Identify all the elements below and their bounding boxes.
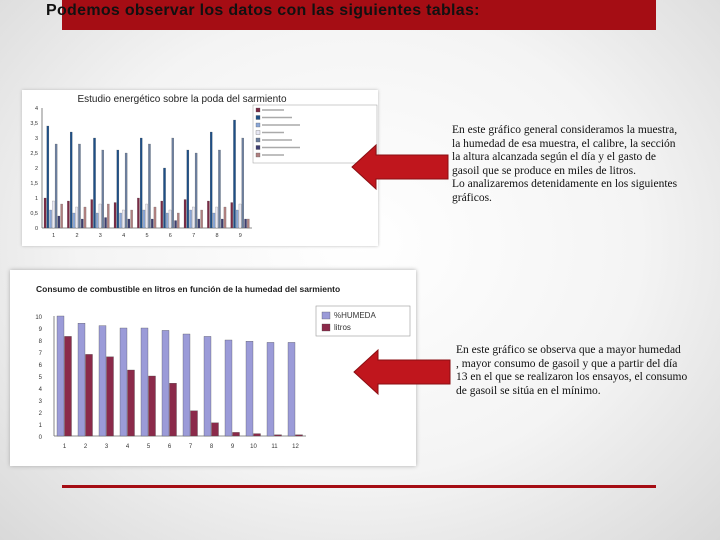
x-tick-label: 4	[122, 233, 126, 239]
description-line: gasoil que se produce en miles de litros.	[452, 164, 636, 177]
bar	[174, 221, 176, 229]
bar	[210, 132, 212, 228]
bar	[169, 210, 171, 228]
x-tick-label: 1	[52, 233, 56, 239]
bar	[190, 210, 192, 228]
legend-swatch	[322, 312, 330, 319]
bar	[120, 213, 122, 228]
chart2-description	[456, 344, 708, 398]
legend-swatch	[256, 108, 260, 112]
bar	[170, 383, 177, 436]
bar	[288, 342, 295, 436]
bar	[78, 144, 80, 228]
bar	[221, 219, 223, 228]
chart-title: Consumo de combustible en litros en función de la humedad del sarmiento	[36, 284, 341, 294]
y-tick-label: 10	[35, 315, 42, 321]
y-tick-label: 4	[38, 387, 42, 393]
y-tick-label: 0,5	[30, 211, 38, 217]
legend-swatch	[256, 131, 260, 135]
y-tick-label: 0	[34, 226, 38, 232]
legend-label: litros	[334, 323, 351, 332]
x-tick-label: 3	[104, 444, 109, 450]
y-tick-label: 1	[38, 423, 42, 429]
bar	[191, 411, 198, 436]
x-tick-label: 5	[145, 233, 149, 239]
bar	[120, 328, 127, 436]
y-tick-label: 3,5	[30, 121, 38, 127]
description-line: En este gráfico general consideramos la muestra,	[452, 124, 678, 136]
bar	[61, 204, 63, 228]
bar	[57, 316, 64, 436]
bar	[247, 219, 249, 228]
legend-label: %HUMEDA	[334, 311, 376, 320]
x-tick-label: 8	[215, 233, 219, 239]
bar	[50, 210, 52, 228]
y-tick-label: 7	[38, 351, 42, 357]
description-line: 13 en el que se realizaron los ensayos, el consumo	[456, 371, 688, 383]
bar	[225, 340, 232, 436]
legend-swatch	[256, 116, 260, 120]
bar	[117, 150, 119, 228]
description-line: En este gráfico se observa que a mayor humedad	[456, 344, 681, 356]
bar	[212, 423, 219, 436]
y-tick-label: 2	[34, 166, 38, 172]
bar	[254, 434, 261, 436]
x-tick-label: 3	[98, 233, 102, 239]
bar	[131, 210, 133, 228]
slide-title: Podemos observar los datos con las siguientes tablas:	[46, 2, 480, 19]
bar	[99, 326, 106, 436]
bar	[233, 120, 235, 228]
bar	[151, 219, 153, 228]
bar	[44, 198, 46, 228]
bar	[204, 336, 211, 436]
description-line: de gasoil se sitúa en el mínimo.	[456, 384, 601, 397]
bar	[67, 201, 69, 228]
x-tick-label: 8	[209, 444, 214, 450]
y-tick-label: 9	[38, 327, 42, 333]
y-tick-label: 1	[34, 196, 38, 202]
bar	[141, 328, 148, 436]
bar	[93, 138, 95, 228]
bar	[239, 204, 241, 228]
bar	[140, 138, 142, 228]
left-arrow-icon	[352, 348, 452, 396]
bar	[107, 357, 114, 436]
bar	[96, 213, 98, 228]
energy-study-chart	[22, 90, 378, 246]
x-tick-label: 6	[168, 233, 172, 239]
x-tick-label: 9	[230, 444, 235, 450]
bar	[184, 200, 186, 229]
bar	[201, 210, 203, 228]
bar	[99, 204, 101, 228]
bar	[65, 336, 72, 436]
description-line: Lo analizaremos detenidamente en los siguientes	[452, 178, 678, 190]
bar	[244, 219, 246, 228]
bar	[81, 219, 83, 228]
x-tick-label: 2	[75, 233, 79, 239]
bar	[76, 207, 78, 228]
y-tick-label: 0	[38, 435, 42, 441]
bar	[177, 213, 179, 228]
x-tick-label: 7	[192, 233, 196, 239]
chart-title: Estudio energético sobre la poda del sarmiento	[77, 94, 287, 105]
bar	[91, 200, 93, 229]
bar	[236, 210, 238, 228]
x-tick-label: 6	[167, 444, 172, 450]
bar	[233, 432, 240, 436]
bar	[104, 218, 106, 229]
bar	[55, 144, 57, 228]
bar	[146, 204, 148, 228]
legend-swatch	[322, 324, 330, 331]
bar	[73, 213, 75, 228]
x-tick-label: 2	[83, 444, 88, 450]
x-tick-label: 10	[250, 444, 257, 450]
y-tick-label: 3	[38, 399, 42, 405]
x-tick-label: 9	[238, 233, 242, 239]
x-tick-label: 5	[146, 444, 151, 450]
y-tick-label: 5	[38, 375, 42, 381]
bar	[102, 150, 104, 228]
description-line: , mayor consumo de gasoil y que a partir del día	[456, 357, 678, 370]
bar	[154, 207, 156, 228]
bar	[143, 210, 145, 228]
x-tick-label: 1	[62, 444, 67, 450]
bar	[70, 132, 72, 228]
energy-study-chart-svg	[22, 90, 378, 246]
y-tick-label: 3	[34, 136, 38, 142]
bar	[128, 219, 130, 228]
bar	[161, 201, 163, 228]
bar	[216, 207, 218, 228]
left-arrow-icon	[350, 143, 450, 191]
description-line: la humedad de esa muestra, el calibre, la sección	[452, 137, 676, 150]
bar	[148, 144, 150, 228]
description-line: la altura alcanzada según el día y el gasto de	[452, 151, 657, 163]
bar	[275, 435, 282, 436]
x-tick-label: 4	[125, 444, 130, 450]
bar	[187, 150, 189, 228]
bar	[78, 323, 85, 436]
bar	[86, 354, 93, 436]
bar	[84, 207, 86, 228]
bar	[58, 216, 60, 228]
bar	[125, 153, 127, 228]
bar	[163, 168, 165, 228]
bar	[47, 126, 49, 228]
bar	[162, 330, 169, 436]
bar	[267, 342, 274, 436]
legend-swatch	[256, 153, 260, 157]
legend-swatch	[256, 138, 260, 142]
bar	[242, 138, 244, 228]
bottom-divider	[62, 485, 656, 488]
bar	[137, 198, 139, 228]
x-tick-label: 12	[292, 444, 299, 450]
bar	[128, 370, 135, 436]
description-line: gráficos.	[452, 191, 492, 204]
bar	[192, 207, 194, 228]
y-tick-label: 8	[38, 339, 42, 345]
bar	[213, 213, 215, 228]
chart1-description	[452, 124, 698, 205]
y-tick-label: 1,5	[30, 181, 38, 187]
bar	[107, 204, 109, 228]
bar	[195, 153, 197, 228]
bar	[149, 376, 156, 436]
x-tick-label: 11	[271, 444, 278, 450]
bar	[198, 219, 200, 228]
legend-swatch	[256, 146, 260, 150]
bar	[172, 138, 174, 228]
y-tick-label: 2	[38, 411, 42, 417]
bar	[218, 150, 220, 228]
bar	[246, 341, 253, 436]
bar	[122, 210, 124, 228]
y-tick-label: 4	[34, 106, 38, 112]
bar	[207, 201, 209, 228]
y-tick-label: 6	[38, 363, 42, 369]
x-tick-label: 7	[188, 444, 193, 450]
bar	[166, 213, 168, 228]
bar	[52, 201, 54, 228]
bar	[183, 334, 190, 436]
bar	[296, 435, 303, 436]
bar	[224, 207, 226, 228]
y-tick-label: 2,5	[30, 151, 38, 157]
bar	[114, 203, 116, 229]
legend-swatch	[256, 123, 260, 127]
bar	[231, 203, 233, 229]
